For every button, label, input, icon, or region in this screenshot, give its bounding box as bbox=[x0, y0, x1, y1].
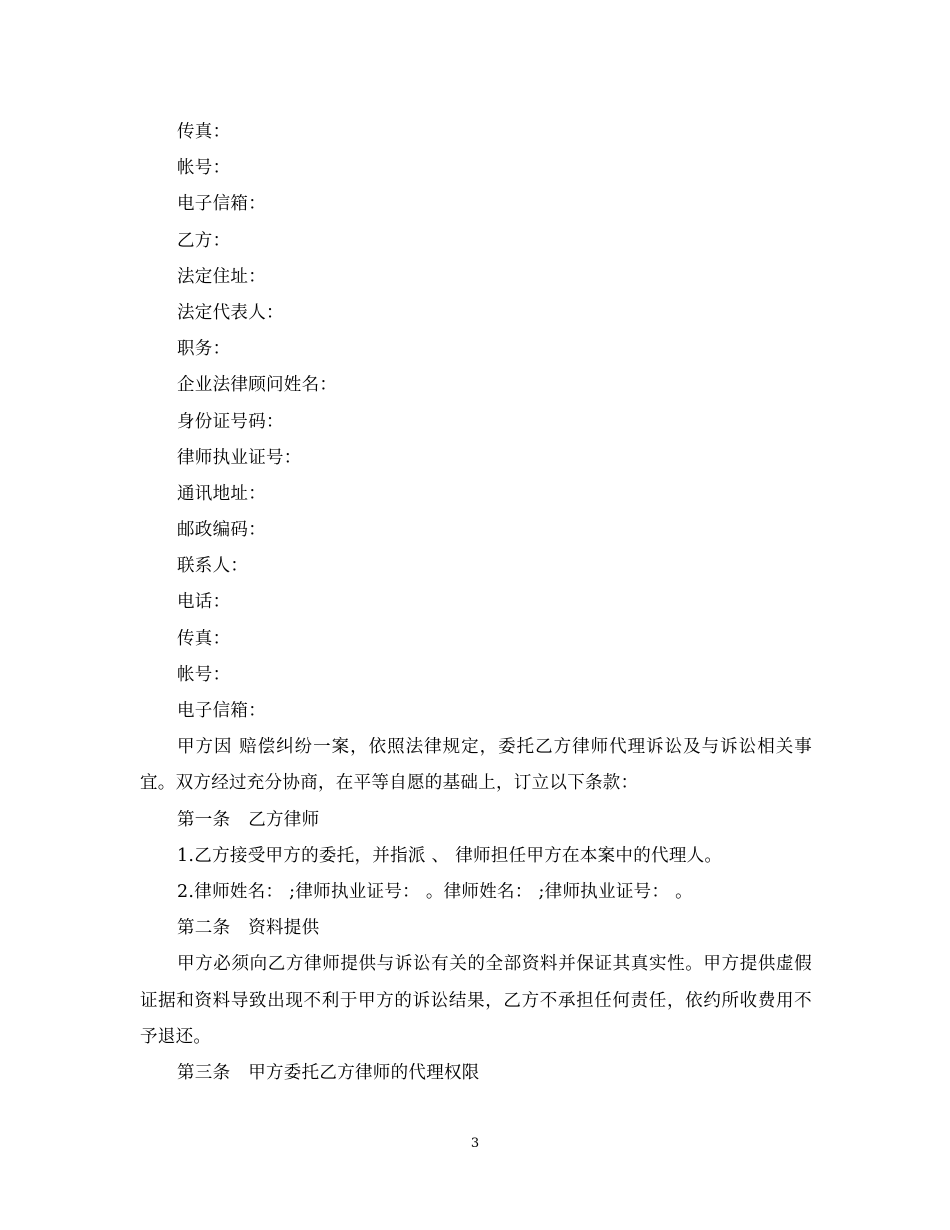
party-b-label: 乙方： bbox=[177, 230, 231, 251]
field-email-label-b: 电子信箱： bbox=[177, 701, 266, 721]
field-legal-address-label: 法定住址： bbox=[177, 266, 266, 287]
article-3-title: 第三条 甲方委托乙方律师的代理权限 bbox=[177, 1062, 480, 1083]
field-position-label: 职务： bbox=[177, 339, 231, 360]
agreement-intro-paragraph: 甲方因 赔偿纠纷一案，依照法律规定，委托乙方律师代理诉讼及与诉讼相关事宜。双方经过充分协商，在平等自愿的基础上，订立以下条款： bbox=[140, 737, 812, 794]
field-fax-label-b: 传真： bbox=[177, 628, 231, 649]
article-1-item-1: 1.乙方接受甲方的委托，并指派 、 律师担任甲方在本案中的代理人。 bbox=[177, 845, 723, 866]
page-number: 3 bbox=[470, 1136, 480, 1151]
field-mailing-address-label: 通讯地址： bbox=[177, 483, 266, 504]
field-id-number-label: 身份证号码： bbox=[177, 411, 284, 432]
field-lawyer-license-label: 律师执业证号： bbox=[177, 447, 302, 468]
field-fax-label: 传真： bbox=[177, 122, 231, 142]
field-account-label: 帐号： bbox=[177, 158, 231, 179]
field-legal-representative-label: 法定代表人： bbox=[177, 302, 284, 323]
field-contact-person-label: 联系人： bbox=[177, 556, 249, 577]
field-postal-code-label: 邮政编码： bbox=[177, 520, 266, 541]
article-2-title: 第二条 资料提供 bbox=[177, 918, 320, 939]
article-1-title: 第一条 乙方律师 bbox=[177, 809, 320, 830]
article-2-paragraph: 甲方必须向乙方律师提供与诉讼有关的全部资料并保证其真实性。甲方提供虚假证据和资料导致出现不利于甲方的诉讼结果，乙方不承担任何责任，依约所收费用不予退还。 bbox=[140, 954, 812, 1047]
field-phone-label: 电话： bbox=[177, 592, 231, 613]
document-body bbox=[140, 114, 812, 1091]
field-email-label: 电子信箱： bbox=[177, 194, 266, 215]
field-account-label-b: 帐号： bbox=[177, 664, 231, 685]
field-legal-counsel-name-label: 企业法律顾问姓名： bbox=[177, 375, 338, 396]
article-1-item-2: 2.律师姓名： ;律师执业证号： 。律师姓名： ;律师执业证号： 。 bbox=[177, 881, 693, 902]
